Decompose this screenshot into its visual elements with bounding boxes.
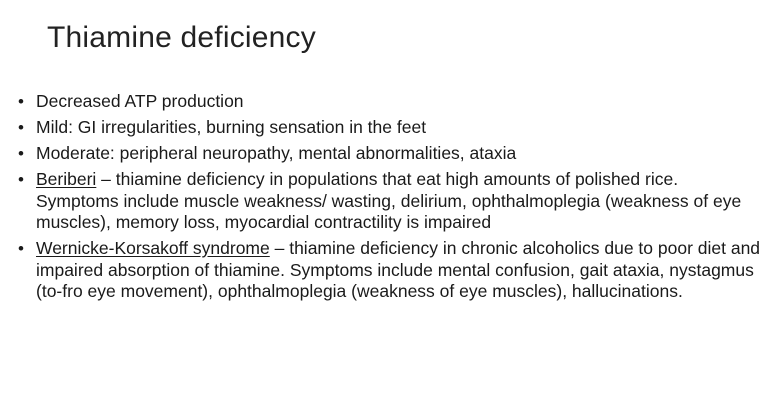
bullet-item [18, 117, 763, 139]
bullet-dot-icon: • [18, 170, 24, 189]
bullet-dot-icon: • [18, 239, 24, 258]
bullet-text: Mild: GI irregularities, burning sensation in the feet [36, 117, 427, 137]
bullet-item [18, 238, 763, 303]
bullet-text: Moderate: peripheral neuropathy, mental abnormalities, ataxia [36, 143, 517, 163]
bullet-term-beriberi: Beriberi [36, 169, 97, 189]
bullet-item [18, 169, 763, 234]
bullet-dot-icon: • [18, 92, 24, 111]
bullet-text: Decreased ATP production [36, 91, 244, 111]
slide-title: Thiamine deficiency [47, 21, 316, 54]
bullet-dot-icon: • [18, 144, 24, 163]
bullet-dot-icon: • [18, 118, 24, 137]
bullet-text: – thiamine deficiency in populations that eat high amounts of polished rice. Symptoms include muscle weakness/ wasting, delirium, ophthalmoplegia (weakness of eye muscles), memory loss, myocardial contractility is impaired [36, 169, 742, 232]
bullet-item [18, 143, 763, 165]
bullet-item [18, 91, 763, 113]
bullet-text: – thiamine deficiency in chronic alcoholics due to poor diet and impaired absorption of thiamine. Symptoms include mental confusion, gait ataxia, nystagmus (to-fro eye movement), ophthalmoplegia (weakness of eye muscles), hallucinations. [36, 238, 761, 301]
bullet-list [18, 91, 763, 307]
bullet-term-wernicke-korsakoff: Wernicke-Korsakoff syndrome [36, 238, 270, 258]
